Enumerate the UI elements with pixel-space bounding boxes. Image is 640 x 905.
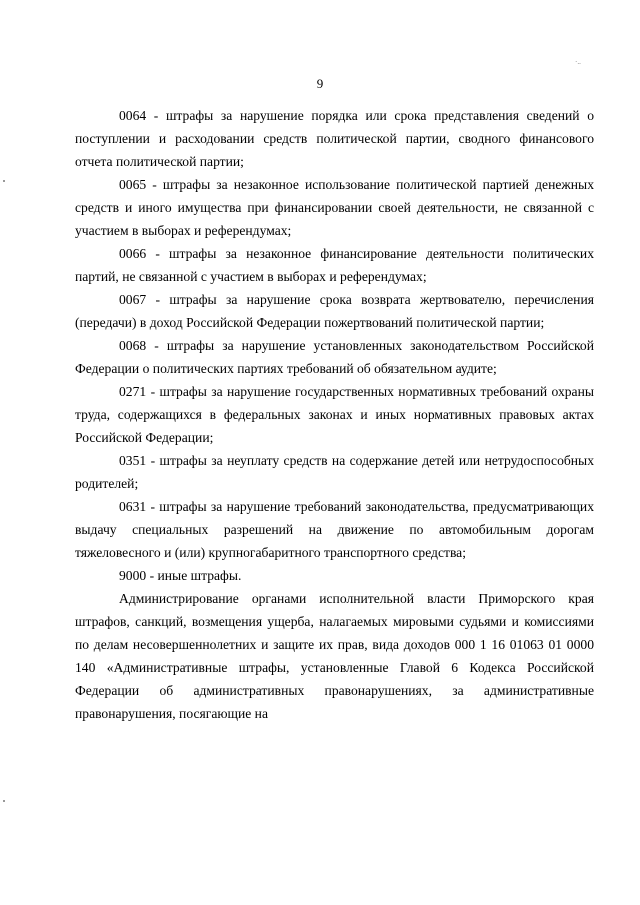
scan-artifact-dot — [3, 800, 5, 802]
paragraph-0068: 0068 - штрафы за нарушение установленных законодательством Российской Федерации о политических партиях требований об обязательном аудите; — [75, 338, 594, 376]
page-number: 9 — [316, 76, 324, 91]
paragraph-0066: 0066 - штрафы за незаконное финансирование деятельности политических партий, не связанной с участием в выборах и референдумах; — [75, 246, 594, 284]
document-body — [75, 104, 594, 725]
scan-corner-mark: ·.. — [575, 58, 581, 66]
scan-artifact-dot — [3, 180, 5, 182]
paragraph-0631: 0631 - штрафы за нарушение требований законодательства, предусматривающих выдачу специальных разрешений на движение по автомобильным дорогам тяжеловесного и (или) крупногабаритного транспортного средства; — [75, 499, 594, 560]
paragraph-9000: 9000 - иные штрафы. — [119, 568, 242, 583]
paragraph-0271: 0271 - штрафы за нарушение государственных нормативных требований охраны труда, содержащихся в федеральных законах и иных нормативных правовых актах Российской Федерации; — [75, 384, 594, 445]
paragraph-0065: 0065 - штрафы за незаконное использование политической партией денежных средств и иного имущества при финансировании своей деятельности, не связанной с участием в выборах и референдумах; — [75, 177, 594, 238]
paragraph-0067: 0067 - штрафы за нарушение срока возврата жертвователю, перечисления (передачи) в доход Российской Федерации пожертвований политической партии; — [75, 292, 594, 330]
paragraph-administration: Администрирование органами исполнительной власти Приморского края штрафов, санкций, возмещения ущерба, налагаемых мировыми судьями и комиссиями по делам несовершеннолетних и защите их прав, вида доходов 000 1 16 01063 01 0000 140 «Административные штрафы, установленные Главой 6 Кодекса Российской Федерации об административных правонарушениях, за административные правонарушения, посягающие на — [75, 591, 594, 721]
paragraph-0064: 0064 - штрафы за нарушение порядка или срока представления сведений о поступлении и расходовании средств политической партии, сводного финансового отчета политической партии; — [75, 108, 594, 169]
paragraph-0351: 0351 - штрафы за неуплату средств на содержание детей или нетрудоспособных родителей; — [75, 453, 594, 491]
